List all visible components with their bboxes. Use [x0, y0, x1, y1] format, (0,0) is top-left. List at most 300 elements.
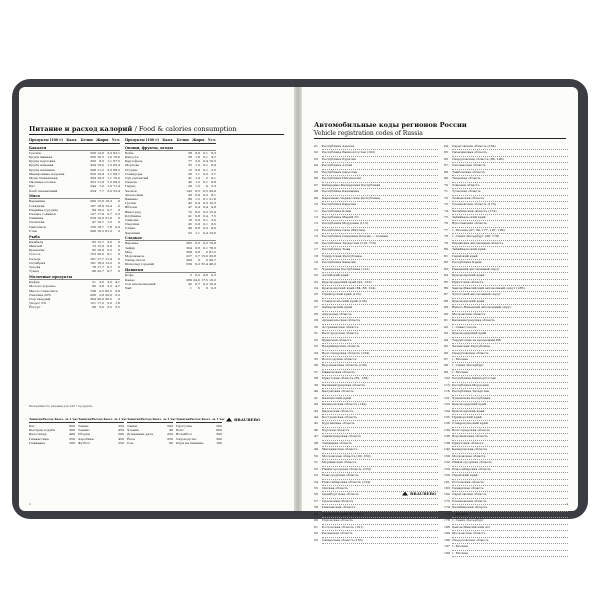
product-name: Йогурт [29, 305, 41, 310]
region-name: Саратовская область [452, 492, 568, 498]
activity-name: Бокс [176, 428, 184, 433]
nutrition-value: 748 [90, 288, 96, 293]
nutrition-value: 326 [90, 154, 96, 159]
region-name: Липецкая область [322, 441, 438, 447]
region-code: 40 [314, 389, 318, 394]
nutrition-value: 81,5 [209, 249, 216, 254]
region-name: Ульяновская область (173) [452, 202, 568, 208]
region-code: 01 [314, 144, 318, 148]
region-code: 84 [444, 273, 448, 278]
product-name: Хлеб пшеничный [29, 188, 58, 193]
region-name: Московская область [452, 454, 568, 460]
region-code: 28 [314, 311, 318, 316]
region-name: Республика Крым [452, 260, 568, 266]
region-name: Краснодарский край [452, 402, 568, 408]
nutrition-value: 22,7 [97, 269, 104, 274]
nutrition-value: 0,5 [203, 188, 208, 193]
region-code: 43 [314, 408, 318, 413]
nutrition-value: 70,9 [209, 241, 216, 246]
column-header-product: Продукты (100 г) [125, 138, 159, 142]
nutrition-value: 51 [92, 280, 96, 285]
nutrition-value: 0,3 [211, 273, 216, 278]
region-code: 89 [444, 305, 448, 310]
nutrition-value: 60 [92, 284, 96, 289]
product-name: Какао [125, 277, 135, 282]
region-code: 173 [444, 498, 450, 503]
region-code: 44 [314, 415, 318, 420]
region-name: Пермский край (81, 159) [322, 512, 438, 518]
region-code: 62 [314, 531, 318, 536]
region-name: Самарская область (163) [322, 538, 438, 544]
nutrition-value: 2,2 [107, 248, 112, 253]
nutrition-value: 3,5 [115, 305, 120, 310]
nutrition-value: 72 [188, 209, 192, 214]
region-name: Свердловская область [452, 538, 568, 544]
nutrition-value: 1,1 [107, 175, 112, 180]
region-name: Республика Башкортостан [452, 376, 568, 382]
nutrition-value: 20,8 [209, 254, 216, 259]
region-name: Ивановская область [322, 370, 438, 376]
region-codes-column-2 [444, 144, 568, 557]
region-code: 98 [444, 363, 448, 368]
region-code: 186 [444, 524, 450, 529]
kcal-value: 450 [118, 436, 124, 441]
column-header-value: Белки [80, 138, 93, 142]
region-code: 74 [444, 208, 448, 213]
nutrition-value: 10,6 [209, 230, 216, 235]
nutrition-value: 0 [206, 286, 208, 290]
product-name: Цыплёнок [29, 224, 46, 229]
activity-name: Плавание [29, 440, 46, 445]
nutrition-value: 0,5 [99, 288, 104, 293]
region-name: Ростовская область (161) [322, 525, 438, 531]
nutrition-value: 15,0 [201, 254, 208, 259]
nutrition-value: 16,0 [97, 216, 104, 221]
nutrition-value: 18,9 [97, 203, 104, 208]
nutrition-value: 0,3 [211, 286, 216, 290]
region-code: 174 [444, 505, 450, 510]
nutrition-value: 3,7 [195, 254, 200, 259]
title-rule [29, 134, 284, 135]
nutrition-value: 49 [188, 226, 192, 231]
section-heading: Мясо [29, 194, 120, 199]
region-name: Тверская область [452, 176, 568, 182]
product-name: Индейка (грудка) [29, 207, 58, 212]
region-name: Красноярский край [452, 273, 568, 279]
nutrition-value: 1,5 [195, 196, 200, 201]
activity-name: Сон [127, 440, 134, 445]
region-name: Свердловская область (96, 196) [452, 157, 568, 163]
nutrition-value: 1,1 [195, 230, 200, 235]
nutrition-value: 0,4 [203, 159, 208, 164]
nutrition-value: 0,9 [195, 222, 200, 227]
region-name: Республика Хакасия [322, 260, 438, 266]
nutrition-value: 0,1 [203, 154, 208, 159]
column-header-kcal: Расход Ккал. за 1 час [91, 417, 127, 421]
region-code: 154 [444, 466, 450, 471]
kcal-value: 600 [216, 428, 222, 433]
region-code: 78 [444, 234, 448, 239]
activity-name: Танцы [78, 424, 89, 428]
nutrition-value: 7,2 [107, 180, 112, 185]
nutrition-value: 153 [90, 252, 96, 257]
nutrition-value: 21,8 [209, 196, 216, 201]
region-code: 93 [444, 331, 448, 336]
region-name: Республика Башкортостан (102) [322, 150, 438, 156]
region-name: Чувашская Республика (121) [322, 267, 438, 273]
product-name: Шоколад горький [125, 262, 155, 267]
region-code: 60 [314, 518, 318, 523]
nutrition-value: 7,7 [99, 188, 104, 193]
region-name: Нижегородская область (152) [322, 467, 438, 473]
region-name: Нижегородская область [452, 460, 568, 466]
region-name: Владимирская область [322, 344, 438, 350]
product-name: Свинина [29, 216, 44, 221]
region-name: Архангельская область [322, 318, 438, 324]
region-code: 164 [444, 492, 450, 497]
vehicle-codes-title: Автомобильные коды регионов России [314, 121, 467, 129]
nutrition-value: 53,4 [113, 188, 120, 193]
region-name: Алтайский край [322, 273, 438, 279]
region-code: 102 [444, 376, 450, 381]
product-name: Персики [125, 222, 140, 227]
region-code: 21 [314, 266, 318, 271]
product-name: Апельсины [125, 192, 144, 197]
region-code: 85 [444, 279, 448, 284]
region-code: 53 [314, 473, 318, 478]
region-code: 33 [314, 344, 318, 349]
nutrition-value: 0,9 [195, 217, 200, 222]
nutrition-value: 334 [90, 175, 96, 180]
column-header-value: Ккал. [162, 138, 174, 142]
product-name: Сельдь [29, 256, 41, 261]
nutrition-value: 0 [118, 203, 120, 208]
nutrition-value: 0 [206, 184, 208, 189]
brand-logo: BRAUBERG [402, 491, 436, 496]
region-name: Чеченская Республика [452, 344, 568, 350]
region-code: 15 [314, 234, 318, 239]
nutrition-value: 2,8 [99, 284, 104, 289]
nutrition-value: 0,4 [203, 230, 208, 235]
activity-name: Быстрая ходьба [29, 428, 55, 433]
product-name: Печень говяжья [29, 212, 56, 217]
right-page [302, 87, 578, 555]
nutrition-value: 4,7 [115, 284, 120, 289]
region-name: Камчатский край [322, 396, 438, 402]
region-name: Смоленская область [452, 163, 568, 169]
kcal-value: 160 [216, 440, 222, 445]
product-name: Помидоры [125, 171, 143, 176]
product-name: Виноград [125, 209, 141, 214]
nutrition-value: 0,8 [195, 249, 200, 254]
kcal-value: 500 [69, 440, 75, 445]
nutrition-value: 5,0 [107, 301, 112, 306]
region-code: 11 [314, 208, 318, 213]
region-name: Территории за пределами РФ [452, 338, 568, 344]
nutrition-value: 0,2 [203, 281, 208, 286]
region-code: 13 [314, 221, 318, 226]
column-header-value: Ккал. [66, 138, 78, 142]
region-code: 150 [444, 453, 450, 458]
product-name: Бобы [125, 150, 134, 155]
nutrition-value: 5,3 [211, 184, 216, 189]
region-name: Воронежская область (136) [322, 363, 438, 369]
region-code: 87 [444, 292, 448, 297]
table-row [125, 231, 216, 235]
nutrition-value: 1,0 [107, 184, 112, 189]
region-name: Орловская область [322, 499, 438, 505]
nutrition-value: 3,2 [107, 284, 112, 289]
region-name: Ненецкий автономный округ [452, 267, 568, 273]
region-code: 152 [444, 460, 450, 465]
brand-mark-icon [402, 492, 408, 496]
region-code: 69 [444, 176, 448, 181]
nutrition-value: 0 [118, 243, 120, 248]
nutrition-value: 0,9 [195, 192, 200, 197]
nutrition-value: 265 [186, 241, 192, 246]
nutrition-value: 12,4 [105, 203, 112, 208]
nutrition-value: 0 [118, 252, 120, 257]
nutrition-value: 1,5 [195, 180, 200, 185]
region-name: Республика Татарстан [452, 389, 568, 395]
region-code: 81 [444, 253, 448, 258]
region-code: 113 [444, 382, 450, 387]
nutrition-value: 10,3 [97, 175, 104, 180]
nutrition-value: 4,7 [211, 154, 216, 159]
product-name: Свёкла [125, 180, 137, 185]
nutrition-value: 0 [118, 264, 120, 269]
product-name: Крупа перловая [29, 159, 56, 164]
nutrition-value: 0,1 [203, 163, 208, 168]
region-code: 10 [314, 202, 318, 207]
region-code: 125 [444, 415, 450, 420]
region-name: Псковская область [322, 518, 438, 524]
nutrition-value: 227 [186, 254, 192, 259]
kcal-value: 60 [169, 440, 173, 445]
region-name: Тульская область [452, 189, 568, 195]
region-code: 56 [314, 492, 318, 497]
region-name: Республика Дагестан [322, 170, 438, 176]
nutrition-value: 16,3 [105, 199, 112, 204]
nutrition-value: 48,2 [209, 262, 216, 267]
region-name: Приморский край [452, 415, 568, 421]
section-heading: Сладкое [125, 236, 216, 241]
region-name: Республика Коми [322, 209, 438, 215]
food-table-column-1 [29, 138, 120, 310]
section-heading: Бакалея [29, 146, 120, 151]
nutrition-value: 16,5 [97, 228, 104, 233]
nutrition-value: 0,8 [195, 213, 200, 218]
region-code: 197 [444, 544, 450, 549]
product-name: Яблоки [125, 205, 138, 210]
region-code-row [444, 551, 568, 557]
region-name: Амурская область [322, 312, 438, 318]
region-name: Ставропольский край [452, 421, 568, 427]
nutrition-value: 0 [118, 220, 120, 225]
product-name: Крупа пшённая [29, 167, 55, 172]
region-name: г. Москва [452, 357, 568, 363]
nutrition-value: 0,4 [115, 224, 120, 229]
nutrition-value: 17,7 [97, 264, 104, 269]
region-code: 08 [314, 189, 318, 194]
product-name: Капуста [125, 154, 139, 159]
product-name: Чай [125, 286, 132, 290]
region-code: 04 [314, 163, 318, 168]
table-header [125, 138, 216, 144]
product-name: Сахар-песок [125, 258, 146, 263]
nutrition-value: 0 [198, 286, 200, 290]
nutrition-value: 3,2 [115, 292, 120, 297]
nutrition-value: 19,7 [97, 220, 104, 225]
region-name: Курская область [322, 428, 438, 434]
nutrition-value: 1 [190, 286, 192, 290]
product-name: Мёд [125, 249, 132, 254]
region-name: Удмуртская Республика [322, 254, 438, 260]
nutrition-value: 0,8 [195, 167, 200, 172]
nutrition-value: 96 [92, 269, 96, 274]
region-code: 76 [444, 221, 448, 226]
nutrition-value: 66 [92, 305, 96, 310]
region-code: 77 [444, 227, 448, 232]
activity-name: Уборка [78, 432, 90, 437]
region-name: г. Москва [452, 544, 568, 550]
region-name: Ставропольский край (126) [322, 299, 438, 305]
region-code: 36 [314, 363, 318, 368]
page-number-left: 2 [29, 502, 31, 506]
product-name: Клубника [125, 213, 141, 218]
region-code: 196 [444, 537, 450, 542]
kcal-value: 600 [69, 424, 75, 428]
region-name: Ростовская область [452, 480, 568, 486]
region-name: Волгоградская область (134) [322, 351, 438, 357]
nutrition-value: 0,9 [107, 243, 112, 248]
region-name: Республика Тыва [322, 247, 438, 253]
region-name: Краснодарский край [452, 331, 568, 337]
footnote: Калорийность указана для 100 г продукта. [29, 404, 93, 408]
nutrition-value: 0,1 [203, 167, 208, 172]
region-code: 16 [314, 240, 318, 245]
nutrition-value: 352 [90, 180, 96, 185]
region-code: 99 [444, 369, 448, 374]
kcal-value: 450 [118, 428, 124, 433]
region-code: 71 [444, 189, 448, 194]
table-row [29, 229, 120, 233]
activity-column [127, 417, 176, 445]
vehicle-codes-subtitle: Vehicle registration codes of Russia [314, 130, 423, 137]
region-code: 03 [314, 156, 318, 161]
nutrition-value: 127 [90, 212, 96, 217]
nutrition-value: 70,0 [113, 175, 120, 180]
kcal-value: 400 [69, 432, 75, 437]
table-row [29, 305, 120, 309]
nutrition-value: 0 [118, 256, 120, 261]
region-name: Калужская область [322, 389, 438, 395]
nutrition-value: 66,5 [113, 167, 120, 172]
nutrition-value: 1,2 [107, 220, 112, 225]
region-code: 32 [314, 337, 318, 342]
nutrition-value: 16,3 [209, 159, 216, 164]
nutrition-value: 2,8 [99, 292, 104, 297]
region-name: Самарская область [452, 486, 568, 492]
nutrition-value: 0 [118, 216, 120, 221]
column-header-activity: Занятие [127, 417, 141, 421]
region-name: г. Санкт-Петербург (98, 178) [452, 234, 568, 240]
nutrition-value: 143 [186, 188, 192, 193]
region-name: Ленинградская область [322, 434, 438, 440]
product-name: Кефир [29, 280, 40, 285]
region-name: Иркутская область [452, 441, 568, 447]
nutrition-value: 15,4 [209, 209, 216, 214]
nutrition-value: 3,0 [211, 217, 216, 222]
nutrition-value: 16 [188, 217, 192, 222]
nutrition-value: 8,1 [211, 192, 216, 197]
food-table-column-2 [125, 138, 216, 290]
region-name: Брянская область [322, 338, 438, 344]
table-row [176, 441, 222, 445]
nutrition-value: 0 [198, 258, 200, 263]
food-calories-title: Питание и расход калорий / Food & calories consumption [29, 125, 237, 133]
nutrition-value: 7,0 [99, 184, 104, 189]
nutrition-value: 0 [206, 175, 208, 180]
nutrition-value: 10,0 [97, 163, 104, 168]
product-name: Утка [29, 228, 37, 233]
nutrition-value: 15,9 [97, 243, 104, 248]
region-name: Томская область [452, 183, 568, 189]
nutrition-value: 13,2 [105, 260, 112, 265]
title-rule [314, 138, 566, 139]
nutrition-value: 1,3 [195, 184, 200, 189]
product-name: Варенье [125, 241, 139, 246]
nutrition-value: 10,3 [209, 201, 216, 206]
product-name: Овсяные хлопья [29, 180, 56, 185]
nutrition-value: 0,1 [203, 217, 208, 222]
product-name: Лимоны [125, 217, 139, 222]
nutrition-value: 0,4 [203, 205, 208, 210]
region-name: Красноярский край [452, 409, 568, 415]
nutrition-value: 45 [188, 281, 192, 286]
region-code: 07 [314, 182, 318, 187]
nutrition-value: 330 [90, 150, 96, 155]
nutrition-value: 1,8 [115, 301, 120, 306]
product-name: Камбала [29, 239, 44, 244]
table-header [127, 417, 176, 423]
region-name: Курганская область [322, 421, 438, 427]
section-heading: Напитки [125, 268, 216, 273]
brand-mark-icon [226, 418, 232, 422]
kcal-value: 350 [118, 424, 124, 428]
column-header-activity: Занятие [176, 417, 190, 421]
nutrition-value: 41 [188, 213, 192, 218]
nutrition-value: 304 [186, 245, 192, 250]
region-code: 121 [444, 395, 450, 400]
nutrition-value: 0,1 [203, 150, 208, 155]
region-name: Республика Мордовия (113) [322, 221, 438, 227]
nutrition-value: 26,0 [97, 296, 104, 301]
activity-name: Велосипед [29, 432, 47, 437]
product-name: Чеснок [125, 188, 137, 193]
region-code: 48 [314, 440, 318, 445]
region-code: 64 [444, 144, 448, 148]
region-code: 46 [314, 427, 318, 432]
region-name: г. Санкт-Петербург [452, 518, 568, 524]
region-code: 138 [444, 440, 450, 445]
nutrition-value: 0,2 [203, 209, 208, 214]
nutrition-value: 5,3 [115, 212, 120, 217]
nutrition-value: 6,5 [195, 188, 200, 193]
nutrition-value: 0 [118, 248, 120, 253]
nutrition-value: 3,0 [107, 188, 112, 193]
nutrition-value: 9,5 [211, 222, 216, 227]
